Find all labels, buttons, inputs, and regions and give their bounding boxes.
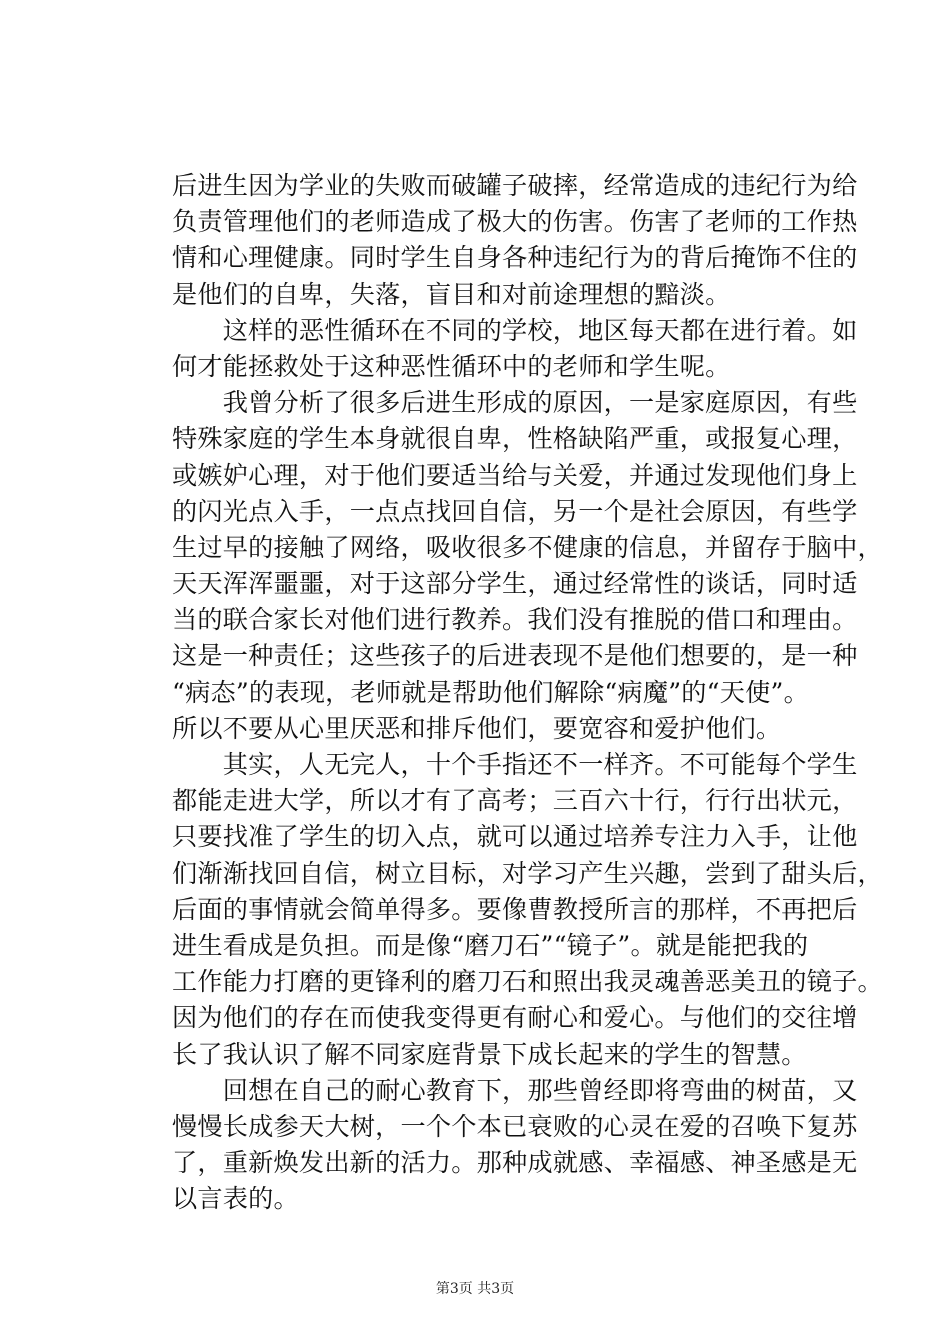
text-line: 当的联合家长对他们进行教养。我们没有推脱的借口和理由。 [172, 605, 858, 635]
text-line: 慢慢长成参天大树，一个个本已衰败的心灵在爱的召唤下复苏 [172, 1111, 858, 1141]
text-line: 都能走进大学，所以才有了高考；三百六十行，行行出状元， [172, 786, 858, 816]
text-line: 工作能力打磨的更锋利的磨刀石和照出我灵魂善恶美丑的镜子。 [172, 967, 883, 997]
text-line: 所以不要从心里厌恶和排斥他们，要宽容和爱护他们。 [172, 713, 782, 743]
text-line: 天天浑浑噩噩，对于这部分学生，通过经常性的谈话，同时适 [172, 569, 858, 599]
text-line: 生过早的接触了网络，吸收很多不健康的信息，并留存于脑中， [172, 532, 883, 562]
text-line: 特殊家庭的学生本身就很自卑，性格缺陷严重，或报复心理， [172, 424, 858, 454]
text-line: 后进生因为学业的失败而破罐子破摔，经常造成的违纪行为给 [172, 171, 858, 200]
text-line: 我曾分析了很多后进生形成的原因，一是家庭原因，有些 [172, 388, 858, 418]
text-line: “病态”的表现，老师就是帮助他们解除“病魔”的“天使”。 [172, 677, 809, 707]
body-text [172, 168, 883, 1217]
text-line: 负责管理他们的老师造成了极大的伤害。伤害了老师的工作热 [172, 207, 858, 237]
text-line: 这是一种责任；这些孩子的后进表现不是他们想要的，是一种 [172, 641, 858, 671]
text-line: 是他们的自卑，失落，盲目和对前途理想的黯淡。 [172, 279, 731, 309]
text-line: 长了我认识了解不同家庭背景下成长起来的学生的智慧。 [172, 1039, 807, 1069]
text-line: 进生看成是负担。而是像“磨刀石”“镜子”。就是能把我的 [172, 930, 809, 960]
text-line: 或嫉妒心理，对于他们要适当给与关爱，并通过发现他们身上 [172, 460, 858, 490]
text-line: 了，重新焕发出新的活力。那种成就感、幸福感、神圣感是无 [172, 1148, 858, 1178]
text-line: 何才能拯救处于这种恶性循环中的老师和学生呢。 [172, 351, 731, 381]
text-line: 这样的恶性循环在不同的学校，地区每天都在进行着。如 [172, 315, 858, 345]
text-line: 只要找准了学生的切入点，就可以通过培养专注力入手，让他 [172, 822, 858, 852]
text-line: 情和心理健康。同时学生自身各种违纪行为的背后掩饰不住的 [172, 243, 858, 273]
page-footer: 第3页 共3页 [435, 1281, 515, 1297]
text-line: 因为他们的存在而使我变得更有耐心和爱心。与他们的交往增 [172, 1003, 858, 1033]
text-line: 回想在自己的耐心教育下，那些曾经即将弯曲的树苗，又 [172, 1075, 858, 1105]
text-line: 以言表的。 [172, 1184, 299, 1214]
text-line: 其实，人无完人，十个手指还不一样齐。不可能每个学生 [172, 750, 858, 779]
text-line: 的闪光点入手，一点点找回自信，另一个是社会原因，有些学 [172, 496, 858, 526]
text-line: 后面的事情就会简单得多。要像曹教授所言的那样，不再把后 [172, 894, 858, 924]
text-line: 们渐渐找回自信，树立目标，对学习产生兴趣，尝到了甜头后， [172, 858, 883, 888]
